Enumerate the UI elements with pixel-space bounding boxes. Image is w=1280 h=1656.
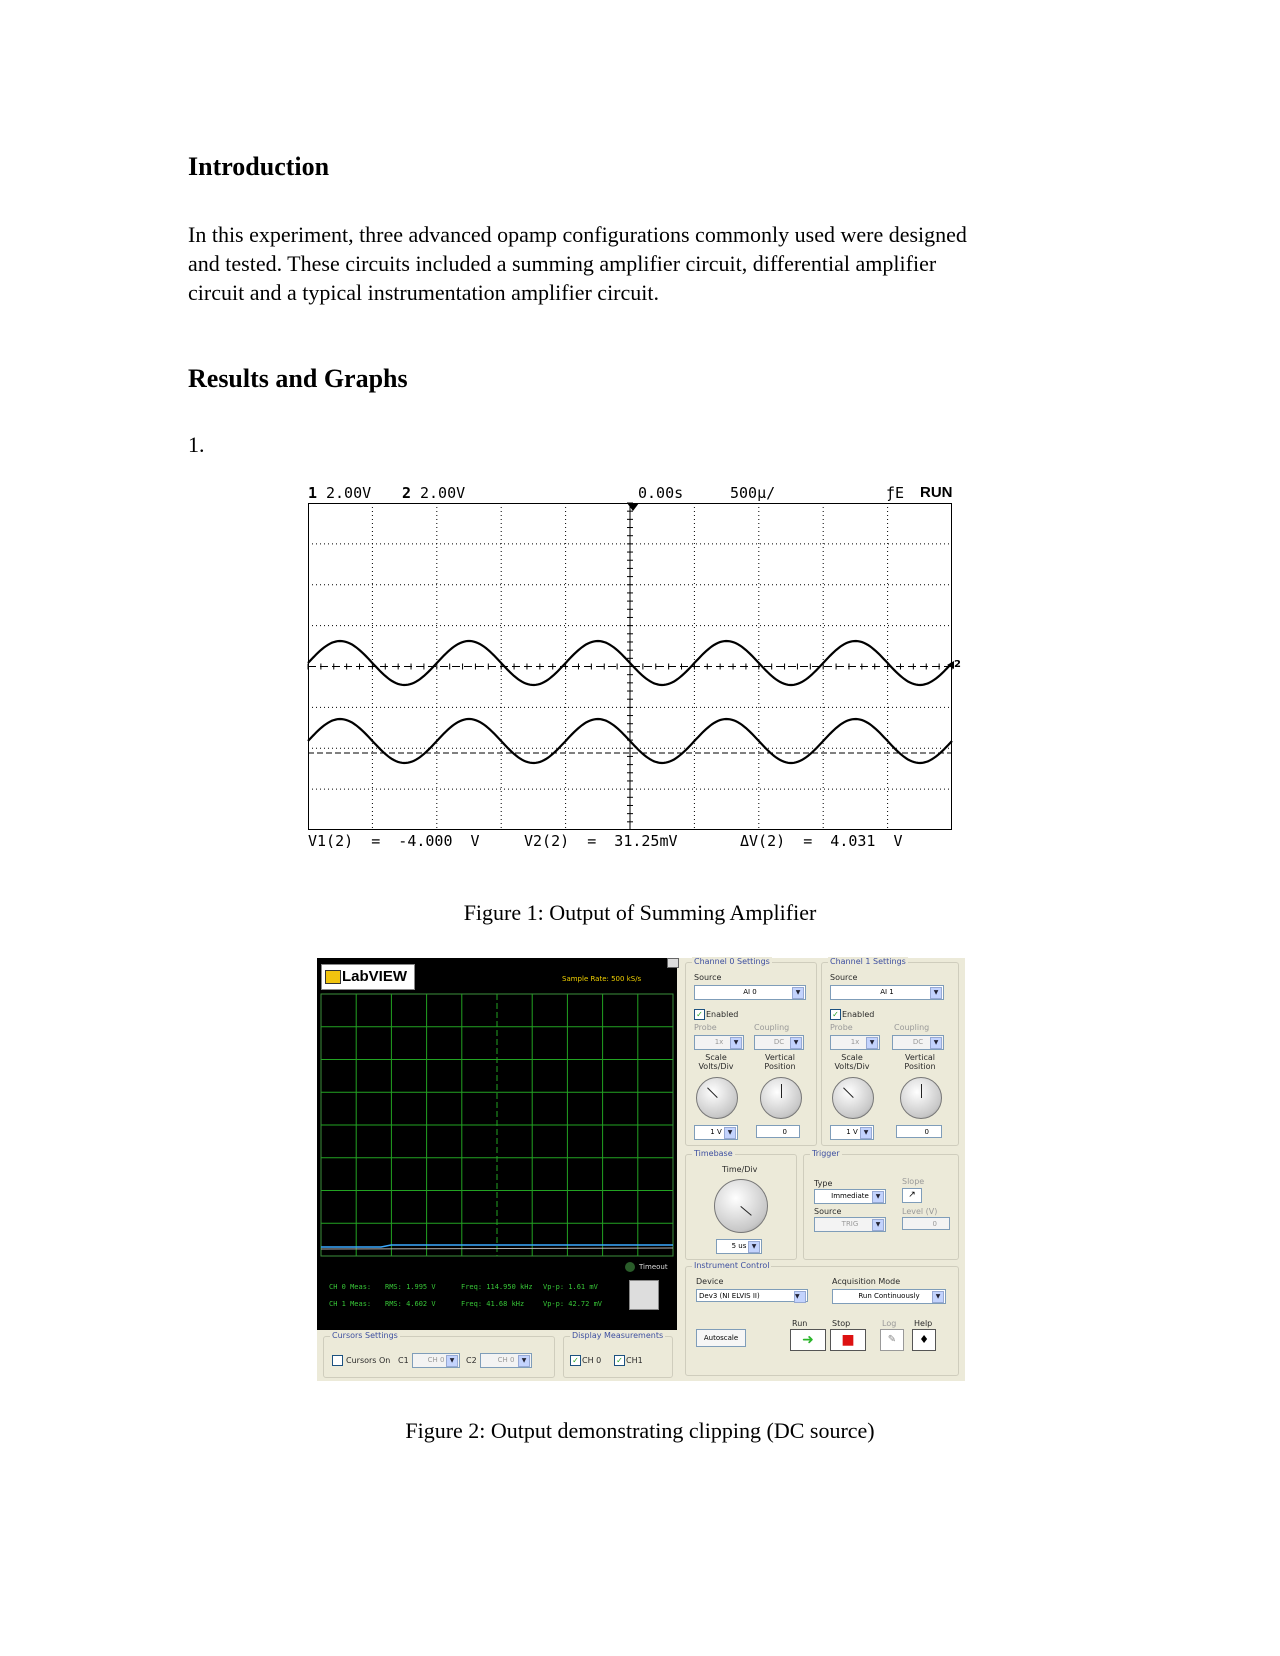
labview-logo: LabVIEW (321, 964, 415, 990)
ch0-scale-select[interactable]: 1 V ▼ (694, 1125, 738, 1140)
ch0-coupling-select[interactable]: DC ▼ (754, 1035, 804, 1050)
c2-select[interactable]: CH 0 ▼ (480, 1353, 532, 1368)
help-button[interactable] (912, 1329, 936, 1351)
ch1-number: 1 (308, 484, 318, 502)
zoom-tools-icon[interactable] (629, 1280, 659, 1310)
ch2-number: 2 (402, 484, 412, 502)
timeout-led (625, 1262, 635, 1272)
dm-ch1-checkbox[interactable]: ✓ (614, 1355, 625, 1366)
ch1-rms: RMS: 4.602 V (385, 1300, 436, 1308)
timeout-label: Timeout (639, 1263, 668, 1271)
ch1-probe-select[interactable]: 1x ▼ (830, 1035, 880, 1050)
ch0-freq: Freq: 114.950 kHz (461, 1283, 533, 1291)
ch0-scale-knob[interactable] (696, 1077, 738, 1119)
labview-display (317, 958, 677, 1330)
cursors-settings-group: Cursors Settings Cursors On C1 CH 0 ▼ C2 CH 0 ▼ (323, 1336, 555, 1378)
dv-readout: ΔV(2) = 4.031 V (740, 832, 903, 850)
chevron-down-icon: ▼ (748, 1241, 760, 1253)
ch1-source-select[interactable]: AI 1 ▼ (830, 985, 944, 1000)
device-select[interactable]: Dev3 (NI ELVIS II) ▼ (696, 1289, 808, 1302)
chevron-down-icon: ▼ (724, 1127, 736, 1139)
autoscale-button[interactable]: Autoscale (696, 1329, 746, 1347)
ch1-scale: 2.00V (326, 484, 372, 502)
cursors-on-checkbox[interactable] (332, 1355, 343, 1366)
trigger-group: Trigger Type Immediate ▼ Slope ↗ Source TRIG ▼ Level (V) 0 (803, 1154, 959, 1260)
chevron-down-icon: ▼ (730, 1037, 742, 1049)
chevron-down-icon: ▼ (872, 1219, 884, 1231)
ch1-freq: Freq: 41.68 kHz (461, 1300, 525, 1308)
slope-rising-icon[interactable]: ↗ (902, 1188, 922, 1203)
minimize-icon[interactable] (667, 958, 679, 968)
chevron-down-icon: ▼ (872, 1191, 884, 1203)
chevron-down-icon: ▼ (446, 1355, 458, 1367)
intro-line-1: In this experiment, three advanced opamp configurations commonly used were designed (188, 222, 967, 247)
labview-logo-icon (325, 970, 341, 984)
channel0-settings-group: Channel 0 Settings Source AI 0 ▼ ✓ Enabled Probe Coupling 1x ▼ DC ▼ Scale Volts/Div Vertical Position 1 V ▼ 0 (685, 962, 817, 1146)
intro-line-3: circuit and a typical instrumentation amplifier circuit. (188, 280, 660, 305)
ch1-meas: CH 1 Meas: (329, 1300, 372, 1308)
labview-graph (321, 994, 673, 1256)
ch1-position-knob[interactable] (900, 1077, 942, 1119)
results-heading: Results and Graphs (188, 364, 408, 393)
ch1-scale-knob[interactable] (832, 1077, 874, 1119)
scope-screen (308, 503, 961, 831)
log-icon: ✎ (887, 1334, 897, 1345)
ch0-meas: CH 0 Meas: (329, 1283, 372, 1291)
chevron-down-icon: ▼ (930, 1037, 942, 1049)
run-status: RUN (920, 484, 953, 501)
labview-panel (317, 958, 965, 1381)
ch1-coupling-select[interactable]: DC ▼ (892, 1035, 944, 1050)
ch0-enabled-checkbox[interactable]: ✓ (694, 1009, 705, 1020)
intro-paragraph (188, 220, 967, 307)
run-arrow-icon: ➜ (802, 1332, 814, 1348)
v2-readout: V2(2) = 31.25mV (524, 832, 678, 850)
instrument-control-group: Instrument Control Device Dev3 (NI ELVIS II) ▼ Acquisition Mode Run Continuously ▼ Autoscale Run ➜ Stop ■ Log ✎ Help ♦ (685, 1266, 959, 1376)
ch0-position-knob[interactable] (760, 1077, 802, 1119)
ch1-enabled-checkbox[interactable]: ✓ (830, 1009, 841, 1020)
log-button[interactable] (880, 1329, 904, 1351)
dm-ch0-checkbox[interactable]: ✓ (570, 1355, 581, 1366)
item-number: 1. (188, 432, 205, 457)
ch0-source-select[interactable]: AI 0 ▼ (694, 985, 806, 1000)
c1-select[interactable]: CH 0 ▼ (412, 1353, 460, 1368)
ch0-probe-select[interactable]: 1x ▼ (694, 1035, 744, 1050)
timebase: 500µ/ (730, 484, 776, 502)
sample-rate: Sample Rate: 500 kS/s (562, 975, 642, 983)
intro-line-2: and tested. These circuits included a summing amplifier circuit, differential amplifier (188, 251, 937, 276)
trigger-level-input[interactable]: 0 (902, 1217, 950, 1230)
acquisition-mode-select[interactable]: Run Continuously ▼ (832, 1289, 946, 1304)
chevron-down-icon: ▼ (860, 1127, 872, 1139)
chevron-down-icon: ▼ (518, 1355, 530, 1367)
scope-footer (308, 832, 958, 852)
chevron-down-icon: ▼ (792, 987, 804, 999)
ch1-vpp: Vp-p: 42.72 mV (543, 1300, 603, 1308)
stop-square-icon: ■ (841, 1332, 855, 1348)
stop-button[interactable] (830, 1329, 866, 1351)
figure1-caption: Figure 1: Output of Summing Amplifier (463, 900, 817, 925)
time-position: 0.00s (638, 484, 684, 502)
time-div-select[interactable]: 5 us ▼ (716, 1239, 762, 1254)
run-button[interactable] (790, 1329, 826, 1351)
chevron-down-icon: ▼ (932, 1291, 944, 1303)
ch2-scale: 2.00V (420, 484, 466, 502)
display-measurements-group: Display Measurements ✓ CH 0 ✓ CH1 (563, 1336, 673, 1378)
intro-heading: Introduction (188, 152, 330, 181)
ch0-vpp: Vp-p: 1.61 mV (543, 1283, 598, 1291)
channel1-settings-group: Channel 1 Settings Source AI 1 ▼ ✓ Enabled Probe Coupling 1x ▼ DC ▼ Scale Volts/Div Vertical Position 1 V ▼ 0 (821, 962, 959, 1146)
ch2-marker-label: 2 (954, 659, 961, 670)
ch0-rms: RMS: 1.995 V (385, 1283, 436, 1291)
trigger-indicator: ƒE (886, 484, 905, 502)
time-div-knob[interactable] (714, 1179, 768, 1233)
trigger-type-select[interactable]: Immediate ▼ (814, 1189, 886, 1204)
scope-header (308, 484, 958, 504)
ch1-scale-select[interactable]: 1 V ▼ (830, 1125, 874, 1140)
trigger-source-select[interactable]: TRIG ▼ (814, 1217, 886, 1232)
timebase-group: Timebase Time/Div 5 us ▼ (685, 1154, 797, 1260)
figure2-caption: Figure 2: Output demonstrating clipping (DC source) (405, 1418, 875, 1443)
v1-readout: V1(2) = -4.000 V (308, 832, 480, 850)
chevron-down-icon: ▼ (866, 1037, 878, 1049)
ch0-position-input[interactable]: 0 (756, 1125, 800, 1138)
chevron-down-icon: ▼ (794, 1291, 806, 1303)
ch1-position-input[interactable]: 0 (896, 1125, 942, 1138)
chevron-down-icon: ▼ (790, 1037, 802, 1049)
chevron-down-icon: ▼ (930, 987, 942, 999)
help-book-icon: ♦ (919, 1333, 929, 1346)
